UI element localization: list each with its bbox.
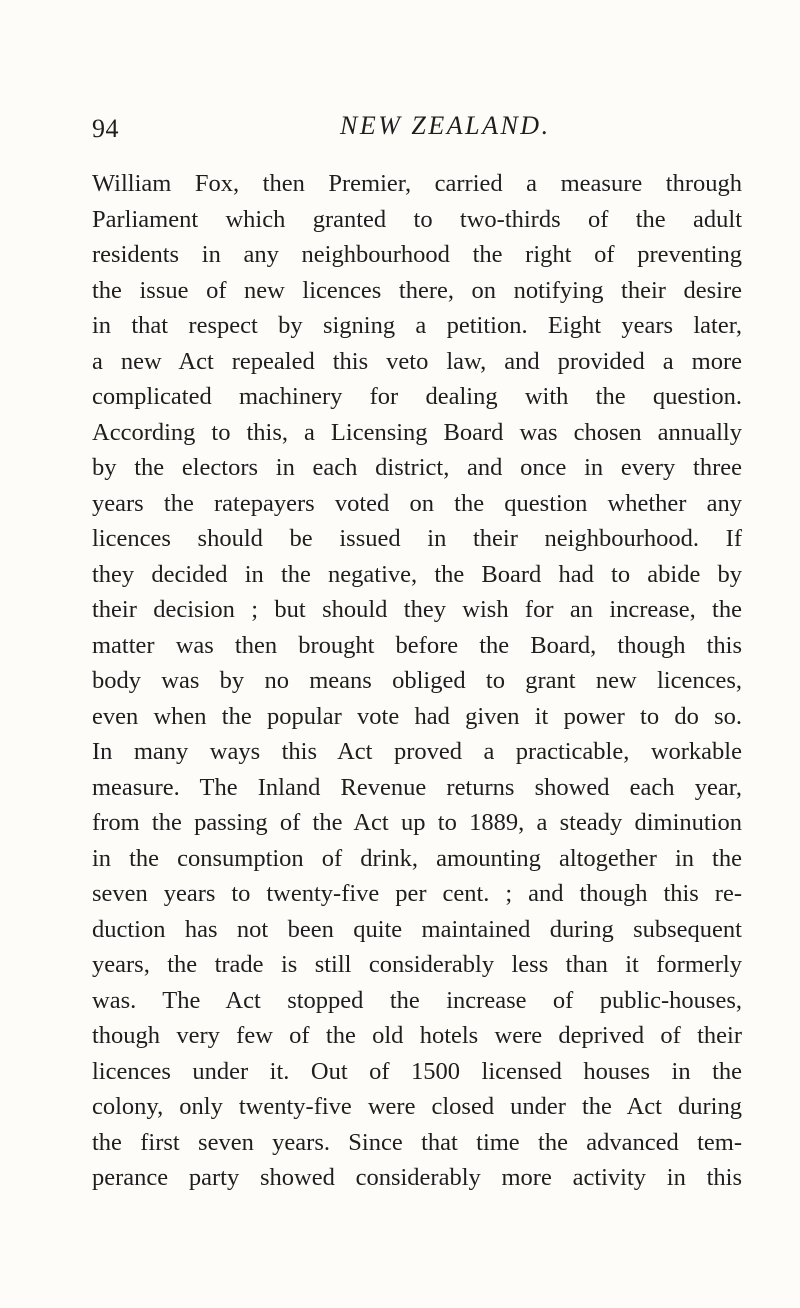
text-line: seven years to twenty-five per cent. ; and though this re- [92, 880, 742, 907]
text-line: years the ratepayers voted on the question whether any [92, 489, 742, 517]
text-line: they decided in the negative, the Board had to abide by [92, 560, 742, 588]
text-line: body was by no means obliged to grant new licences, [92, 667, 742, 694]
text-line: was. The Act stopped the increase of public-houses, [92, 986, 742, 1014]
text-line: residents in any neighbourhood the right of preventing [92, 241, 742, 268]
text-line: years, the trade is still considerably less than it formerly [92, 951, 742, 978]
page-number: 94 [92, 114, 119, 143]
text-line: the issue of new licences there, on notifying their desire [92, 276, 742, 304]
text-line: perance party showed considerably more activity in this [92, 1164, 742, 1191]
text-line: In many ways this Act proved a practicable, workable [92, 738, 742, 765]
text-line: licences should be issued in their neighbourhood. If [92, 525, 742, 552]
text-line: the first seven years. Since that time the advanced tem- [92, 1128, 742, 1156]
text-line: a new Act repealed this veto law, and provided a more [92, 347, 742, 375]
text-line: in the consumption of drink, amounting altogether in the [92, 844, 742, 872]
text-line: measure. The Inland Revenue returns showed each year, [92, 773, 742, 801]
text-line: their decision ; but should they wish for an increase, the [92, 596, 742, 623]
text-line: duction has not been quite maintained during subsequent [92, 915, 742, 943]
running-title: NEW ZEALAND. [340, 111, 551, 140]
text-line: According to this, a Licensing Board was chosen annually [92, 418, 742, 446]
text-line: Parliament which granted to two-thirds of the adult [92, 205, 742, 233]
text-line: from the passing of the Act up to 1889, a steady diminution [92, 809, 742, 836]
text-line: in that respect by signing a petition. Eight years later, [92, 312, 742, 339]
text-line: by the electors in each district, and once in every three [92, 454, 742, 481]
text-line: matter was then brought before the Board, though this [92, 631, 742, 659]
text-line: complicated machinery for dealing with the question. [92, 383, 742, 410]
text-line: even when the popular vote had given it power to do so. [92, 702, 742, 730]
text-line: colony, only twenty-five were closed under the Act during [92, 1093, 742, 1120]
text-line: William Fox, then Premier, carried a measure through [92, 170, 742, 197]
text-line: licences under it. Out of 1500 licensed houses in the [92, 1057, 742, 1085]
body-text [92, 166, 742, 1196]
text-line: though very few of the old hotels were deprived of their [92, 1022, 742, 1049]
